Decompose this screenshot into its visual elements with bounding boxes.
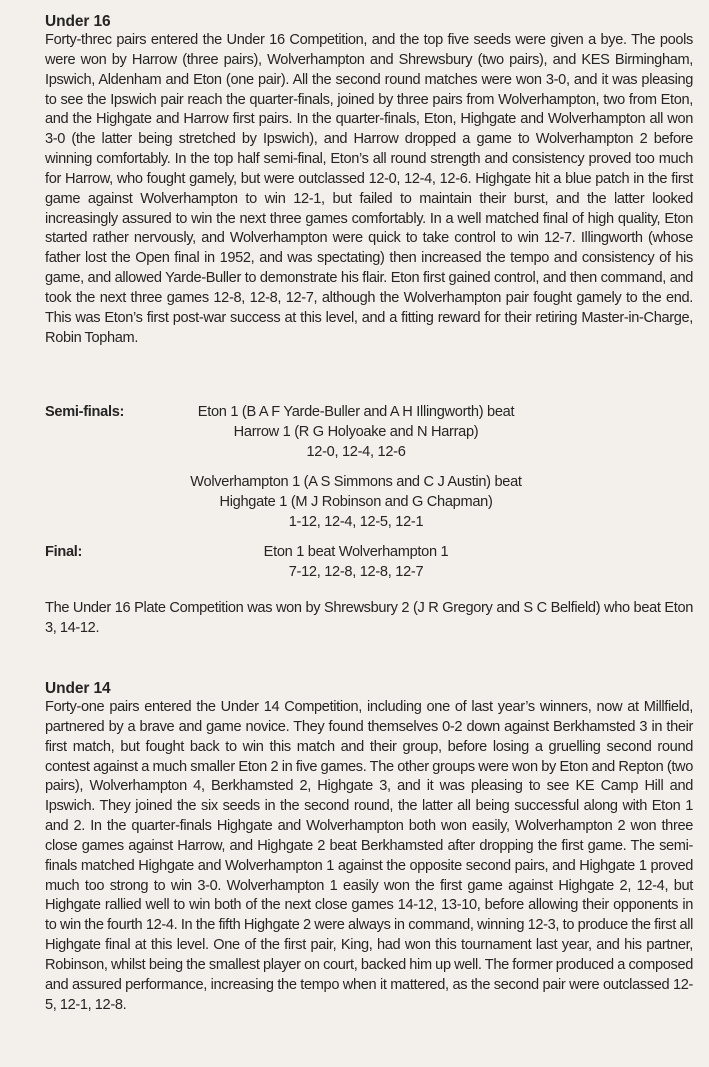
- section-heading-under-16: Under 16: [45, 13, 111, 30]
- match-loser: Highgate 1 (M J Robinson and G Chapman): [219, 494, 493, 510]
- match-loser: Harrow 1 (R G Holyoake and N Harrap): [233, 424, 479, 440]
- match-scores: 1-12, 12-4, 12-5, 12-1: [288, 514, 424, 530]
- match-winner: Wolverhampton 1 (A S Simmons and C J Austin) beat: [190, 474, 522, 490]
- semifinal-match: [45, 402, 667, 462]
- final-label: Final:: [45, 544, 83, 560]
- match-scores: 12-0, 12-4, 12-6: [306, 444, 406, 460]
- semifinal-match: [45, 472, 667, 532]
- section-body-under-14: Forty-one pairs entered the Under 14 Competition, including one of last year’s winners, now at Millfield, partnered by a brave and game novice. They found themselves 0-2 down against Berkhamsted 3 in their first match, but fought back to win this match and their group, before losing a gruelling second round contest against a much smaller Eton 2 in five games. The other groups were won by Eton and Repton (two pairs), Wolverhampton 4, Berkhamsted 2, Highgate 3, and it was pleasing to see KE Camp Hill and Ipswich. They joined the six seeds in the second round, the latter all being successful along with Eton 1 and 2. In the quarter-finals Highgate and Wolverhampton both won easily, Wolverhampton 2 won three close games against Harrow, and Highgate 2 beat Berkhamsted after dropping the first game. The semi-finals matched Highgate and Wolverhampton 1 against the opposite second pairs, and Highgate 1 proved much too strong to win 3-0. Wolverhampton 1 easily won the first game against Highgate 2, 12-4, but Highgate rallied well to win both of the next close games 14-12, 13-10, before allowing their opponents in to win the fourth 12-4. In the fifth Highgate 2 were always in command, winning 12-3, to produce the first all Highgate final at this level. One of the first pair, King, had won this tournament last year, and his partner, Robinson, whilst being the smallest player on court, backed him up well. The former produced a composed and assured performance, increasing the tempo when it mattered, as the second pair were outclassed 12-5, 12-1, 12-8.: [45, 699, 693, 1013]
- plate-competition-summary: The Under 16 Plate Competition was won by Shrewsbury 2 (J R Gregory and S C Belfield) who beat Eton 3, 14-12.: [45, 600, 693, 636]
- final-match: [45, 542, 667, 582]
- section-body-under-16: Forty-threc pairs entered the Under 16 Competition, and the top five seeds were given a bye. The pools were won by Harrow (three pairs), Wolverhampton and Shrewsbury (two pairs), and KES Birmingham, Ipswich, Aldenham and Eton (one pair). All the second round matches were won 3-0, and it was pleasing to see the Ipswich pair reach the quarter-finals, joined by three pairs from Wolverhampton, two from Eton, and the Highgate and Harrow first pairs. In the quarter-finals, Eton, Highgate and Wolverhampton all won 3-0 (the latter being stretched by Ipswich), and Harrow dropped a game to Wolverhampton 2 before winning comfortably. In the top half semi-final, Eton’s all round strength and consistency proved too much for Harrow, who fought gamely, but were outclassed 12-0, 12-4, 12-6. Highgate hit a blue patch in the first game against Wolverhampton to win 12-1, but failed to maintain their burst, and the latter looked increasingly assured to win the next three games comfortably. In a well matched final of high quality, Eton started rather nervously, and Wolverhampton were quick to take control to win 12-7. Illingworth (whose father lost the Open final in 1952, and was spectating) then increased the tempo and consistency of his game, and allowed Yarde-Buller to demonstrate his flair. Eton first gained control, and then command, and took the next three games 12-8, 12-8, 12-7, although the Wolverhampton pair fought gamely to the end. This was Eton’s first post-war success at this level, and a fitting reward for their retiring Master-in-Charge, Robin Topham.: [45, 32, 693, 346]
- match-winner: Eton 1 (B A F Yarde-Buller and A H Illingworth) beat: [197, 404, 515, 420]
- section-heading-under-14: Under 14: [45, 680, 111, 697]
- final-outcome: Eton 1 beat Wolverhampton 1: [263, 544, 449, 560]
- semifinals-label: Semi-finals:: [45, 404, 125, 420]
- final-scores: 7-12, 12-8, 12-8, 12-7: [288, 564, 424, 580]
